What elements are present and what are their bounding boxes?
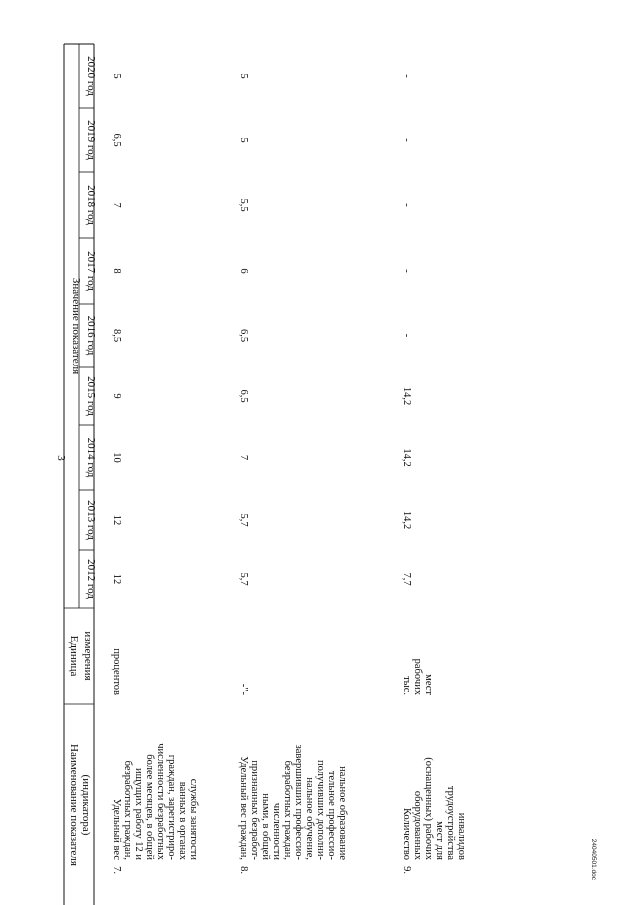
value-cell: 9 [111,393,122,399]
header-year-2018: 2018 год [85,185,97,225]
indicator-name-line: получивших дополни- [315,760,326,860]
unit-line: тыс. [401,676,412,695]
header-value-group: Значение показателя [70,277,82,375]
value-cell: 7,7 [401,572,412,586]
indicator-name-line: более месяцев, в общей [144,754,155,860]
indicator-name-line: завершивших профессио- [293,744,304,860]
header-year-2012: 2012 год [85,559,97,599]
indicator-table [64,44,467,905]
value-cell: 5 [238,73,249,79]
row-number: 9. [401,866,412,874]
value-cell: 5,7 [238,513,249,527]
indicator-name-line: численности [271,802,282,860]
page-number: 3 [55,455,67,461]
header-name-line: (индикатора) [80,774,92,836]
indicator-name-line: безработных граждан, [282,760,293,860]
unit-line: мест [423,674,434,695]
value-cell: 6 [238,268,249,274]
indicator-name-line: Количество [401,807,412,860]
indicator-name-line: трудоустройства [445,785,456,860]
unit-line: процентов [111,648,122,695]
header-unit-line: Единица [68,635,80,677]
header-year-2015: 2015 год [85,376,97,416]
header-unit-line: измерения [82,631,94,681]
value-cell: - [401,333,412,338]
value-cell: - [401,203,412,207]
indicator-name-line: нальное образование [337,766,348,860]
value-cell: 5,7 [238,572,249,586]
indicator-name-line: ными, в общей [260,793,271,860]
indicator-name-line: тельное профессио- [326,770,337,860]
value-cell: 12 [111,514,122,526]
indicator-name-line: мест для [434,821,445,860]
indicator-name-line: оборудованных [412,790,423,860]
value-cell: 6,5 [238,328,249,343]
unit-line: -"- [238,683,249,695]
indicator-name-line: Удельный вес [111,798,122,860]
indicator-name-line: ванных в органах [177,781,188,860]
value-cell: 7 [238,454,249,461]
value-cell: 5 [111,73,122,79]
footer-filename: 24040501.doc [590,838,597,880]
header-year-2014: 2014 год [85,437,97,478]
row-number: 8. [238,866,249,874]
value-cell: 8 [111,268,122,274]
value-cell: 7 [111,202,122,208]
row-number: 7. [111,866,122,874]
indicator-name-line: безработных граждан, [122,760,133,860]
indicator-name-line: службы занятости [188,778,199,860]
header-year-2019: 2019 год [85,120,97,160]
value-cell: 6,5 [238,389,249,403]
value-cell: - [401,74,412,78]
value-cell: 10 [111,452,122,463]
value-cell: 12 [111,573,122,585]
value-cell: 14,2 [401,448,412,467]
value-cell: 5,5 [238,198,249,212]
header-name-line: Наименование показателя [68,744,80,866]
indicator-name-line: численности безработных [155,743,166,860]
value-cell: 6,5 [111,133,122,147]
indicator-name-line: Удельный вес граждан, [238,756,249,860]
unit-line: рабочих [412,658,423,695]
indicator-name-line: ищущих работу 12 и [133,768,144,860]
indicator-name-line: инвалидов [456,812,467,860]
header-year-2017: 2017 год [85,251,97,291]
value-cell: 14,2 [401,510,412,530]
value-cell: 8,5 [111,328,122,343]
header-year-2013: 2013 год [85,500,97,540]
value-cell: 14,2 [401,386,412,406]
indicator-name-line: нальное обучение, [304,777,315,860]
value-cell: - [401,269,412,273]
header-year-2020: 2020 год [85,56,97,96]
value-cell: - [401,138,412,142]
indicator-name-line: признанных безработ- [249,760,260,860]
indicator-name-line: (оснащенных) рабочих [423,757,434,860]
value-cell: 5 [238,137,249,143]
header-year-2016: 2016 год [85,315,97,356]
indicator-name-line: граждан, зарегистриро- [166,754,177,860]
